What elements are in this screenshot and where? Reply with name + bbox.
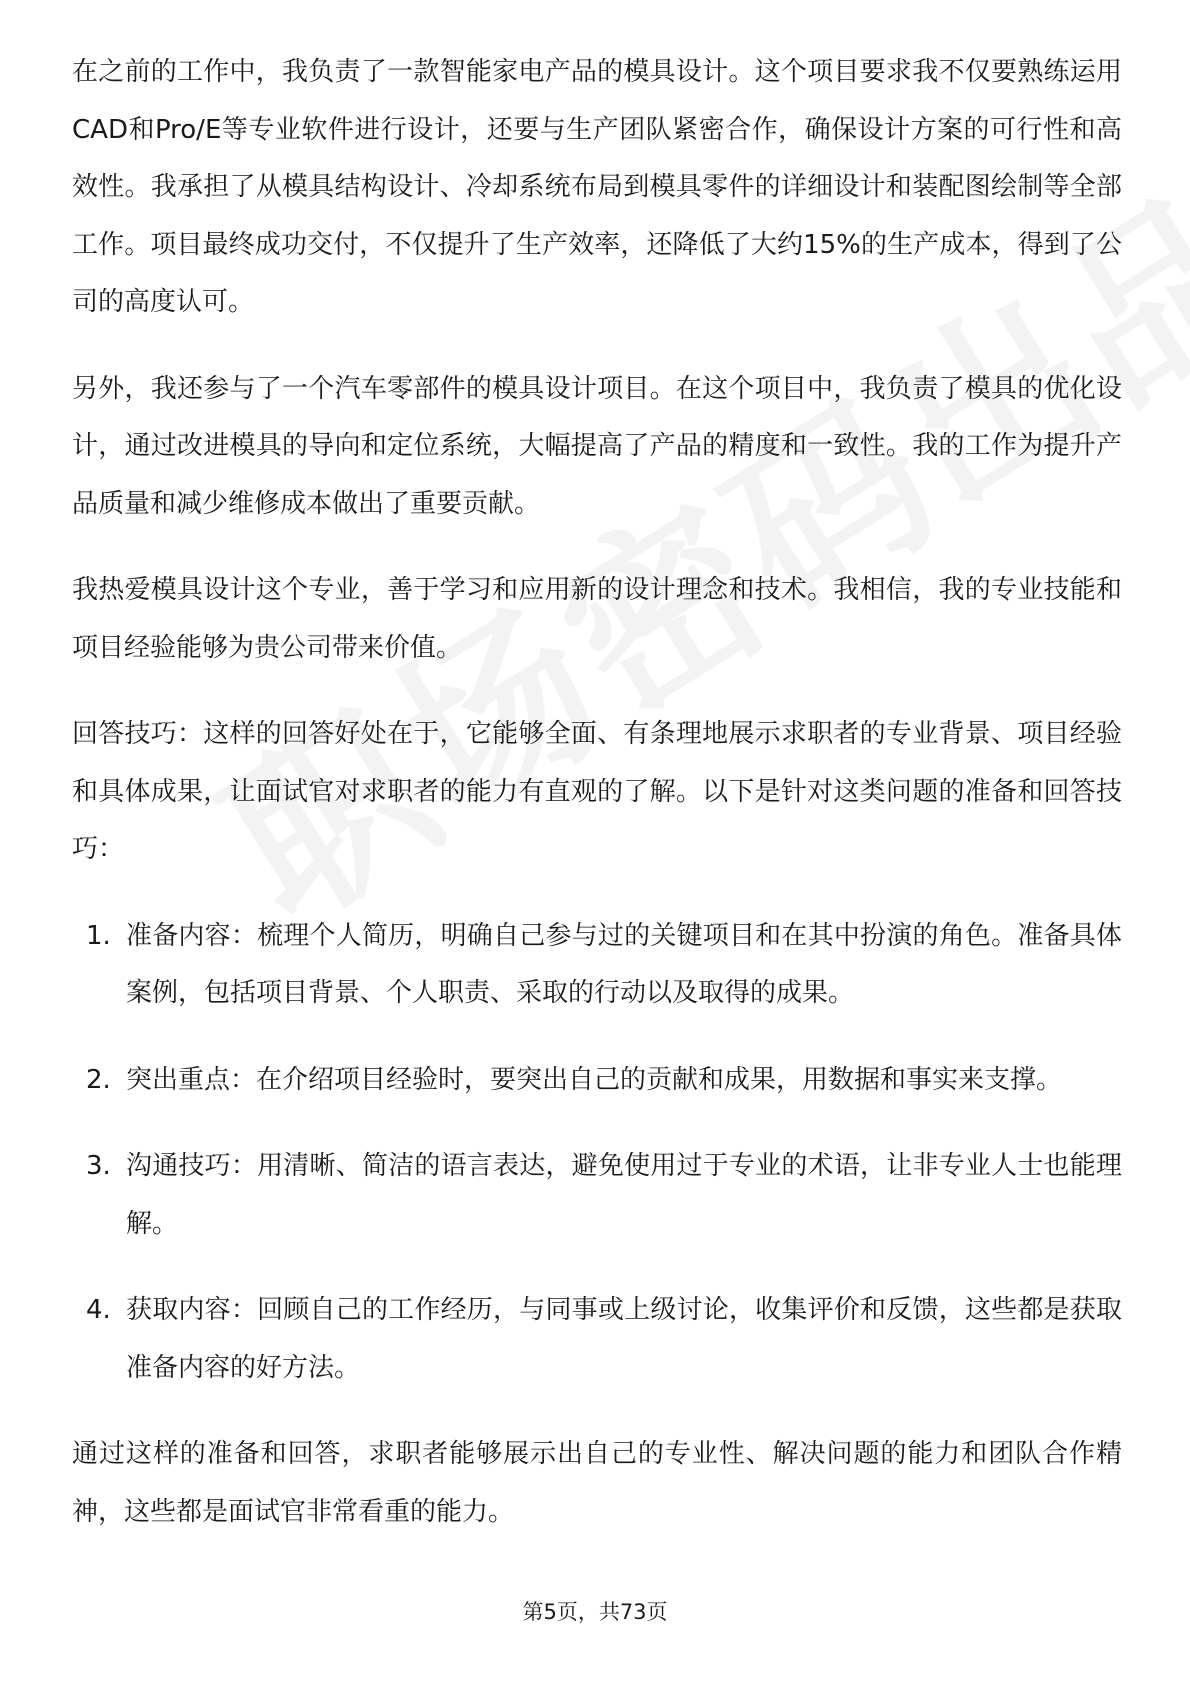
paragraph-passion-statement: 我热爱模具设计这个专业，善于学习和应用新的设计理念和技术。我相信，我的专业技能和项目经验能够为贵公司带来价值。 — [72, 575, 1122, 663]
paragraph-auto-parts-project: 另外，我还参与了一个汽车零部件的模具设计项目。在这个项目中，我负责了模具的优化设计，通过改进模具的导向和定位系统，大幅提高了产品的精度和一致性。我的工作为提升产品质量和减少维修成本做出了重要贡献。 — [72, 373, 1122, 519]
list-item-text: 沟通技巧：用清晰、简洁的语言表达，避免使用过于专业的术语，让非专业人士也能理解。 — [126, 1151, 1122, 1239]
list-item — [72, 1138, 1122, 1253]
list-item — [72, 1052, 1122, 1110]
list-item — [72, 1282, 1122, 1397]
list-item-text: 准备内容：梳理个人简历，明确自己参与过的关键项目和在其中扮演的角色。准备具体案例，包括项目背景、个人职责、采取的行动以及取得的成果。 — [126, 920, 1122, 1008]
list-item-number: 4. — [86, 1295, 111, 1325]
list-item-number: 1. — [86, 920, 111, 951]
tips-list — [72, 908, 1122, 1398]
list-item-text: 获取内容：回顾自己的工作经历，与同事或上级讨论，收集评价和反馈，这些都是获取准备内容的好方法。 — [126, 1295, 1122, 1383]
list-item-number: 3. — [86, 1151, 111, 1181]
paragraph-mold-design-experience: 在之前的工作中，我负责了一款智能家电产品的模具设计。这个项目要求我不仅要熟练运用CAD和Pro/E等专业软件进行设计，还要与生产团队紧密合作，确保设计方案的可行性和高效性。我承担了从模具结构设计、冷却系统布局到模具零件的详细设计和装配图绘制等全部工作。项目最终成功交付，不仅提升了生产效率，还降低了大约15%的生产成本，得到了公司的高度认可。 — [72, 57, 1122, 317]
list-item-number: 2. — [86, 1064, 111, 1095]
paragraph-closing: 通过这样的准备和回答，求职者能够展示出自己的专业性、解决问题的能力和团队合作精神，这些都是面试官非常看重的能力。 — [72, 1439, 1122, 1527]
paragraph-answer-tips: 回答技巧：这样的回答好处在于，它能够全面、有条理地展示求职者的专业背景、项目经验和具体成果，让面试官对求职者的能力有直观的了解。以下是针对这类问题的准备和回答技巧： — [72, 719, 1122, 864]
page-footer: 第5页，共73页 — [522, 1600, 668, 1624]
document-body — [72, 44, 1122, 1570]
list-item-text: 突出重点：在介绍项目经验时，要突出自己的贡献和成果，用数据和事实来支撑。 — [126, 1064, 1063, 1095]
list-item — [72, 908, 1122, 1023]
